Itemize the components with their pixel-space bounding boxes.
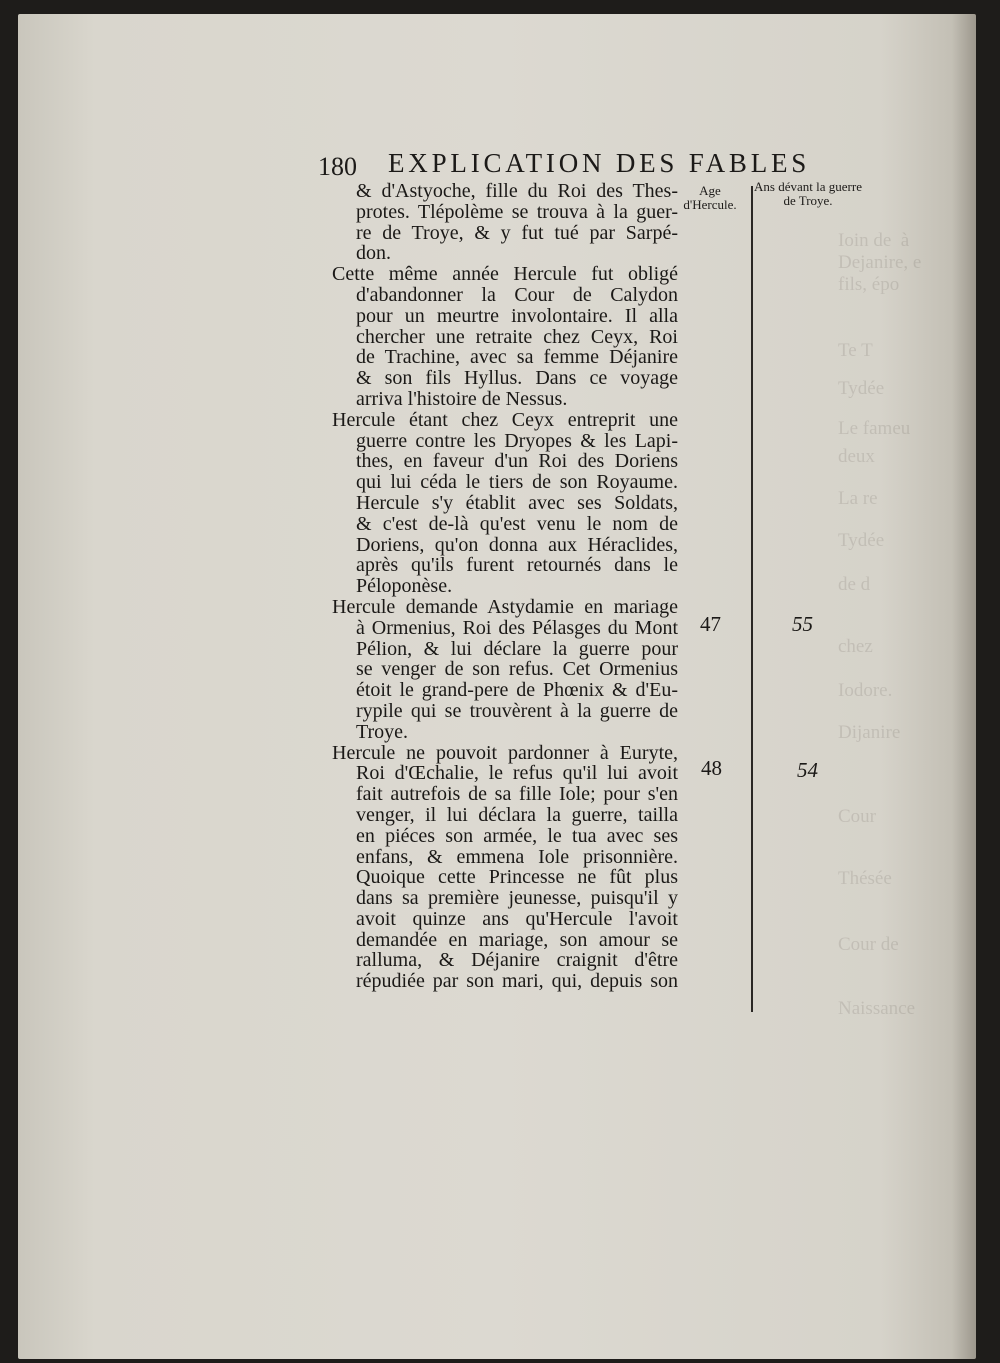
- text-line: de Trachine, avec sa femme Déjanire: [356, 346, 678, 369]
- text-line: pour un meurtre involontaire. Il alla: [356, 304, 678, 327]
- text-line: qui lui céda le tiers de son Royaume.: [356, 471, 678, 494]
- text-line: & c'est de-là qu'est venu le nom de: [356, 512, 678, 535]
- text-line: étoit le grand-pere de Phœnix & d'Eu-: [356, 679, 678, 702]
- text-line: Roi d'Œchalie, le refus qu'il lui avoit: [356, 762, 678, 785]
- page-number: 180: [318, 152, 357, 181]
- entry-5: [332, 743, 678, 993]
- text-line: Hercule demande Astydamie en mariage: [332, 595, 678, 618]
- text-line: protes. Tlépolème se trouva à la guer-: [356, 200, 678, 223]
- page-edge-shadow: [952, 14, 976, 1359]
- text-line: dans sa première jeunesse, puisqu'il y: [356, 887, 678, 910]
- years-value: 55: [792, 612, 813, 636]
- entry-2: [332, 264, 678, 410]
- text-line: d'abandonner la Cour de Calydon: [356, 283, 678, 306]
- text-line: guerre contre les Dryopes & les Lapi-: [356, 429, 678, 452]
- text-line: Péloponèse.: [356, 575, 453, 598]
- text-line: en piéces son armée, le tua avec ses: [356, 824, 678, 847]
- text-line: Doriens, qu'on donna aux Héraclides,: [356, 533, 678, 556]
- body-text: [332, 181, 678, 992]
- column-divider: [751, 186, 753, 1012]
- text-line: fait autrefois de sa fille Iole; pour s'en: [356, 783, 678, 806]
- text-line: ralluma, & Déjanire craignit d'être: [356, 949, 678, 972]
- text-line: & d'Astyoche, fille du Roi des Thes-: [356, 180, 678, 202]
- text-line: demandée en mariage, son amour se: [356, 928, 678, 951]
- text-line: enfans, & emmena Iole prisonnière.: [356, 845, 678, 868]
- text-line: chercher une retraite chez Ceyx, Roi: [356, 325, 678, 348]
- running-title: EXPLICATION DES FABLES: [388, 148, 811, 178]
- text-line: don.: [356, 242, 391, 265]
- text-line: Hercule ne pouvoit pardonner à Euryte,: [332, 741, 678, 764]
- text-line: Quoique cette Princesse ne fût plus: [356, 866, 678, 889]
- age-column-header: Age d'Hercule.: [683, 183, 737, 212]
- text-line: & son fils Hyllus. Dans ce voyage: [356, 367, 678, 390]
- text-line: Troye.: [356, 720, 409, 743]
- text-line: Hercule étant chez Ceyx entreprit une: [332, 408, 678, 431]
- text-line: répudiée par son mari, qui, depuis son: [356, 970, 678, 993]
- entry-3: [332, 410, 678, 597]
- text-line: avoit quinze ans qu'Hercule l'avoit: [356, 907, 678, 930]
- text-line: rypile qui se trouvèrent à la guerre de: [356, 699, 678, 722]
- text-line: venger, il lui déclara la guerre, tailla: [356, 803, 678, 826]
- age-value: 48: [701, 756, 722, 780]
- text-line: se venger de son refus. Cet Ormenius: [356, 658, 678, 681]
- text-line: arriva l'histoire de Nessus.: [356, 387, 568, 410]
- years-column-header: Ans dévant la guerre de Troye.: [754, 179, 862, 208]
- text-line: re de Troye, & y fut tué par Sarpé-: [356, 221, 678, 244]
- text-line: Cette même année Hercule fut obligé: [332, 263, 678, 286]
- text-line: Pélion, & lui déclare la guerre pour: [356, 637, 678, 660]
- text-line: à Ormenius, Roi des Pélasges du Mont: [356, 616, 678, 639]
- text-line: après qu'ils furent retournés dans le: [356, 554, 678, 577]
- text-line: thes, en faveur d'un Roi des Doriens: [356, 450, 678, 473]
- entry-4: [332, 597, 678, 743]
- text-line: Hercule s'y établit avec ses Soldats,: [356, 491, 678, 514]
- age-value: 47: [700, 612, 721, 636]
- years-value: 54: [797, 758, 818, 782]
- entry-1: [332, 181, 678, 264]
